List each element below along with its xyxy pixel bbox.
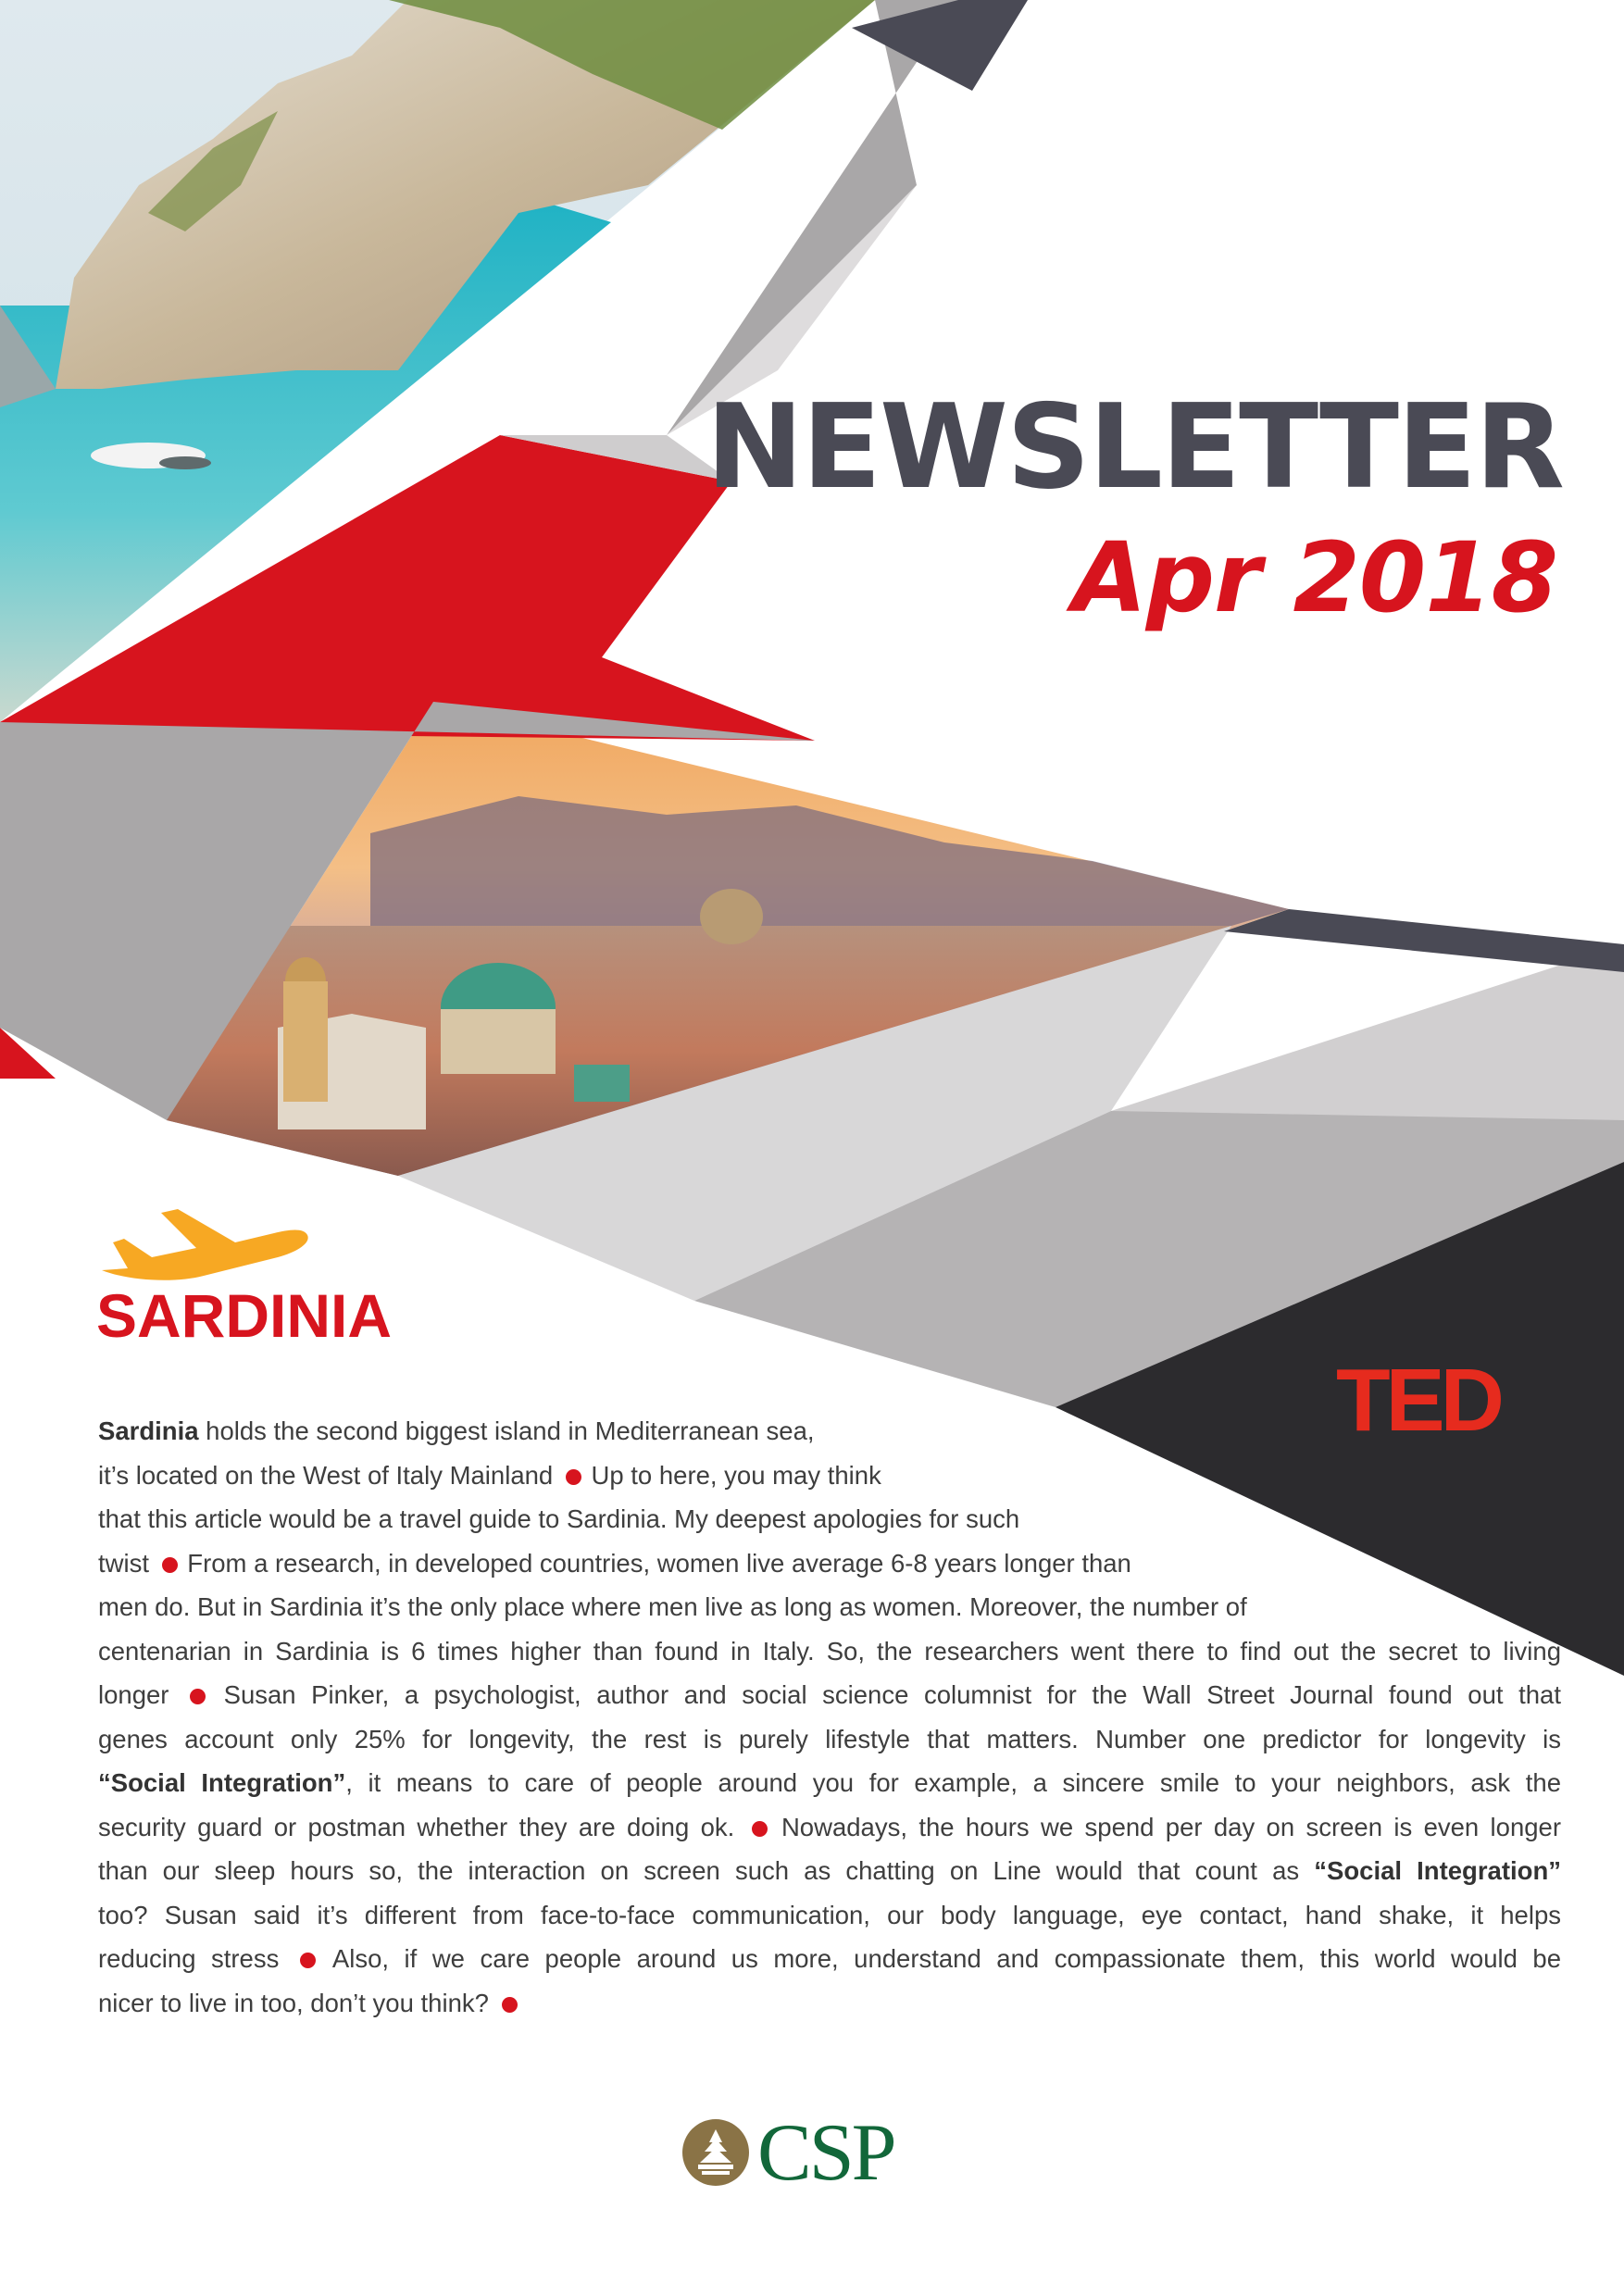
article-text: centenarian in Sardinia is 6 times higher than found in Italy. So, the researchers went there to find out the secret to living <box>98 1636 1561 1666</box>
dark-shard-mid <box>1224 909 1624 972</box>
pagoda-emblem-icon <box>681 2118 750 2187</box>
red-bullet-icon <box>162 1557 178 1573</box>
article-text: Susan Pinker, a psychologist, author and social science columnist for the Wall Street Journal found out that <box>208 1680 1561 1709</box>
red-bullet-icon <box>300 1953 316 1968</box>
article-line <box>98 1893 1561 1938</box>
issue-date: Apr 2018 <box>1072 521 1557 634</box>
article-line <box>98 1717 1561 1762</box>
article-text: longer <box>98 1680 185 1709</box>
article-text: twist <box>98 1548 156 1578</box>
article-text: From a research, in developed countries, women live average 6-8 years longer than <box>180 1548 1131 1578</box>
article-line <box>98 1629 1561 1674</box>
article-line <box>98 1409 1561 1454</box>
article-text: reducing stress <box>98 1944 294 1973</box>
article-text: Nowadays, the hours we spend per day on screen is even longer <box>769 1812 1561 1841</box>
article-text: Up to here, you may think <box>583 1460 881 1490</box>
article-line <box>98 1805 1561 1850</box>
article-line <box>98 1673 1561 1717</box>
red-bullet-icon <box>752 1821 768 1837</box>
article-line <box>98 1454 1561 1498</box>
red-bullet-icon <box>502 1997 518 2013</box>
article-line <box>98 1849 1561 1893</box>
red-bullet-icon <box>566 1469 581 1485</box>
article-emphasis: Sardinia <box>98 1416 199 1445</box>
article-text: security guard or postman whether they are doing ok. <box>98 1812 746 1841</box>
article-text: Also, if we care people around us more, understand and compassionate them, this world would be <box>318 1944 1561 1973</box>
article-body <box>98 1409 1561 2025</box>
article-text: it’s located on the West of Italy Mainland <box>98 1460 560 1490</box>
csp-logo-text: CSP <box>757 2108 894 2198</box>
article-text: nicer to live in too, don’t you think? <box>98 1988 496 2017</box>
article-emphasis: “Social Integration” <box>1314 1856 1561 1885</box>
article-text: , it means to care of people around you for example, a sincere smile to your neighbors, ask the <box>345 1768 1561 1797</box>
article-text: than our sleep hours so, the interaction on screen such as chatting on Line would that count as <box>98 1856 1315 1885</box>
csp-logo <box>681 2108 959 2198</box>
article-text: men do. But in Sardinia it’s the only place where men live as long as women. Moreover, the number of <box>98 1592 1247 1621</box>
article-text: genes account only 25% for longevity, the rest is purely lifestyle that matters. Number one predictor for longevity is <box>98 1724 1561 1753</box>
article-text: that this article would be a travel guide to Sardinia. My deepest apologies for such <box>98 1504 1020 1533</box>
destination-title: SARDINIA <box>96 1281 393 1350</box>
article-line <box>98 1761 1561 1805</box>
article-text: too? Susan said it’s different from face-to-face communication, our body language, eye contact, hand shake, it helps <box>98 1900 1561 1929</box>
newsletter-title: NEWSLETTER <box>706 379 1563 515</box>
article-line <box>98 1937 1561 1981</box>
article-line <box>98 1541 1561 1586</box>
article-text: holds the second biggest island in Mediterranean sea, <box>198 1416 815 1445</box>
article-line <box>98 1981 1561 2026</box>
article-emphasis: “Social Integration” <box>98 1768 346 1797</box>
article-line <box>98 1497 1561 1541</box>
red-bullet-icon <box>190 1689 206 1704</box>
ted-logo: TED <box>1336 1351 1500 1450</box>
article-line <box>98 1585 1561 1629</box>
